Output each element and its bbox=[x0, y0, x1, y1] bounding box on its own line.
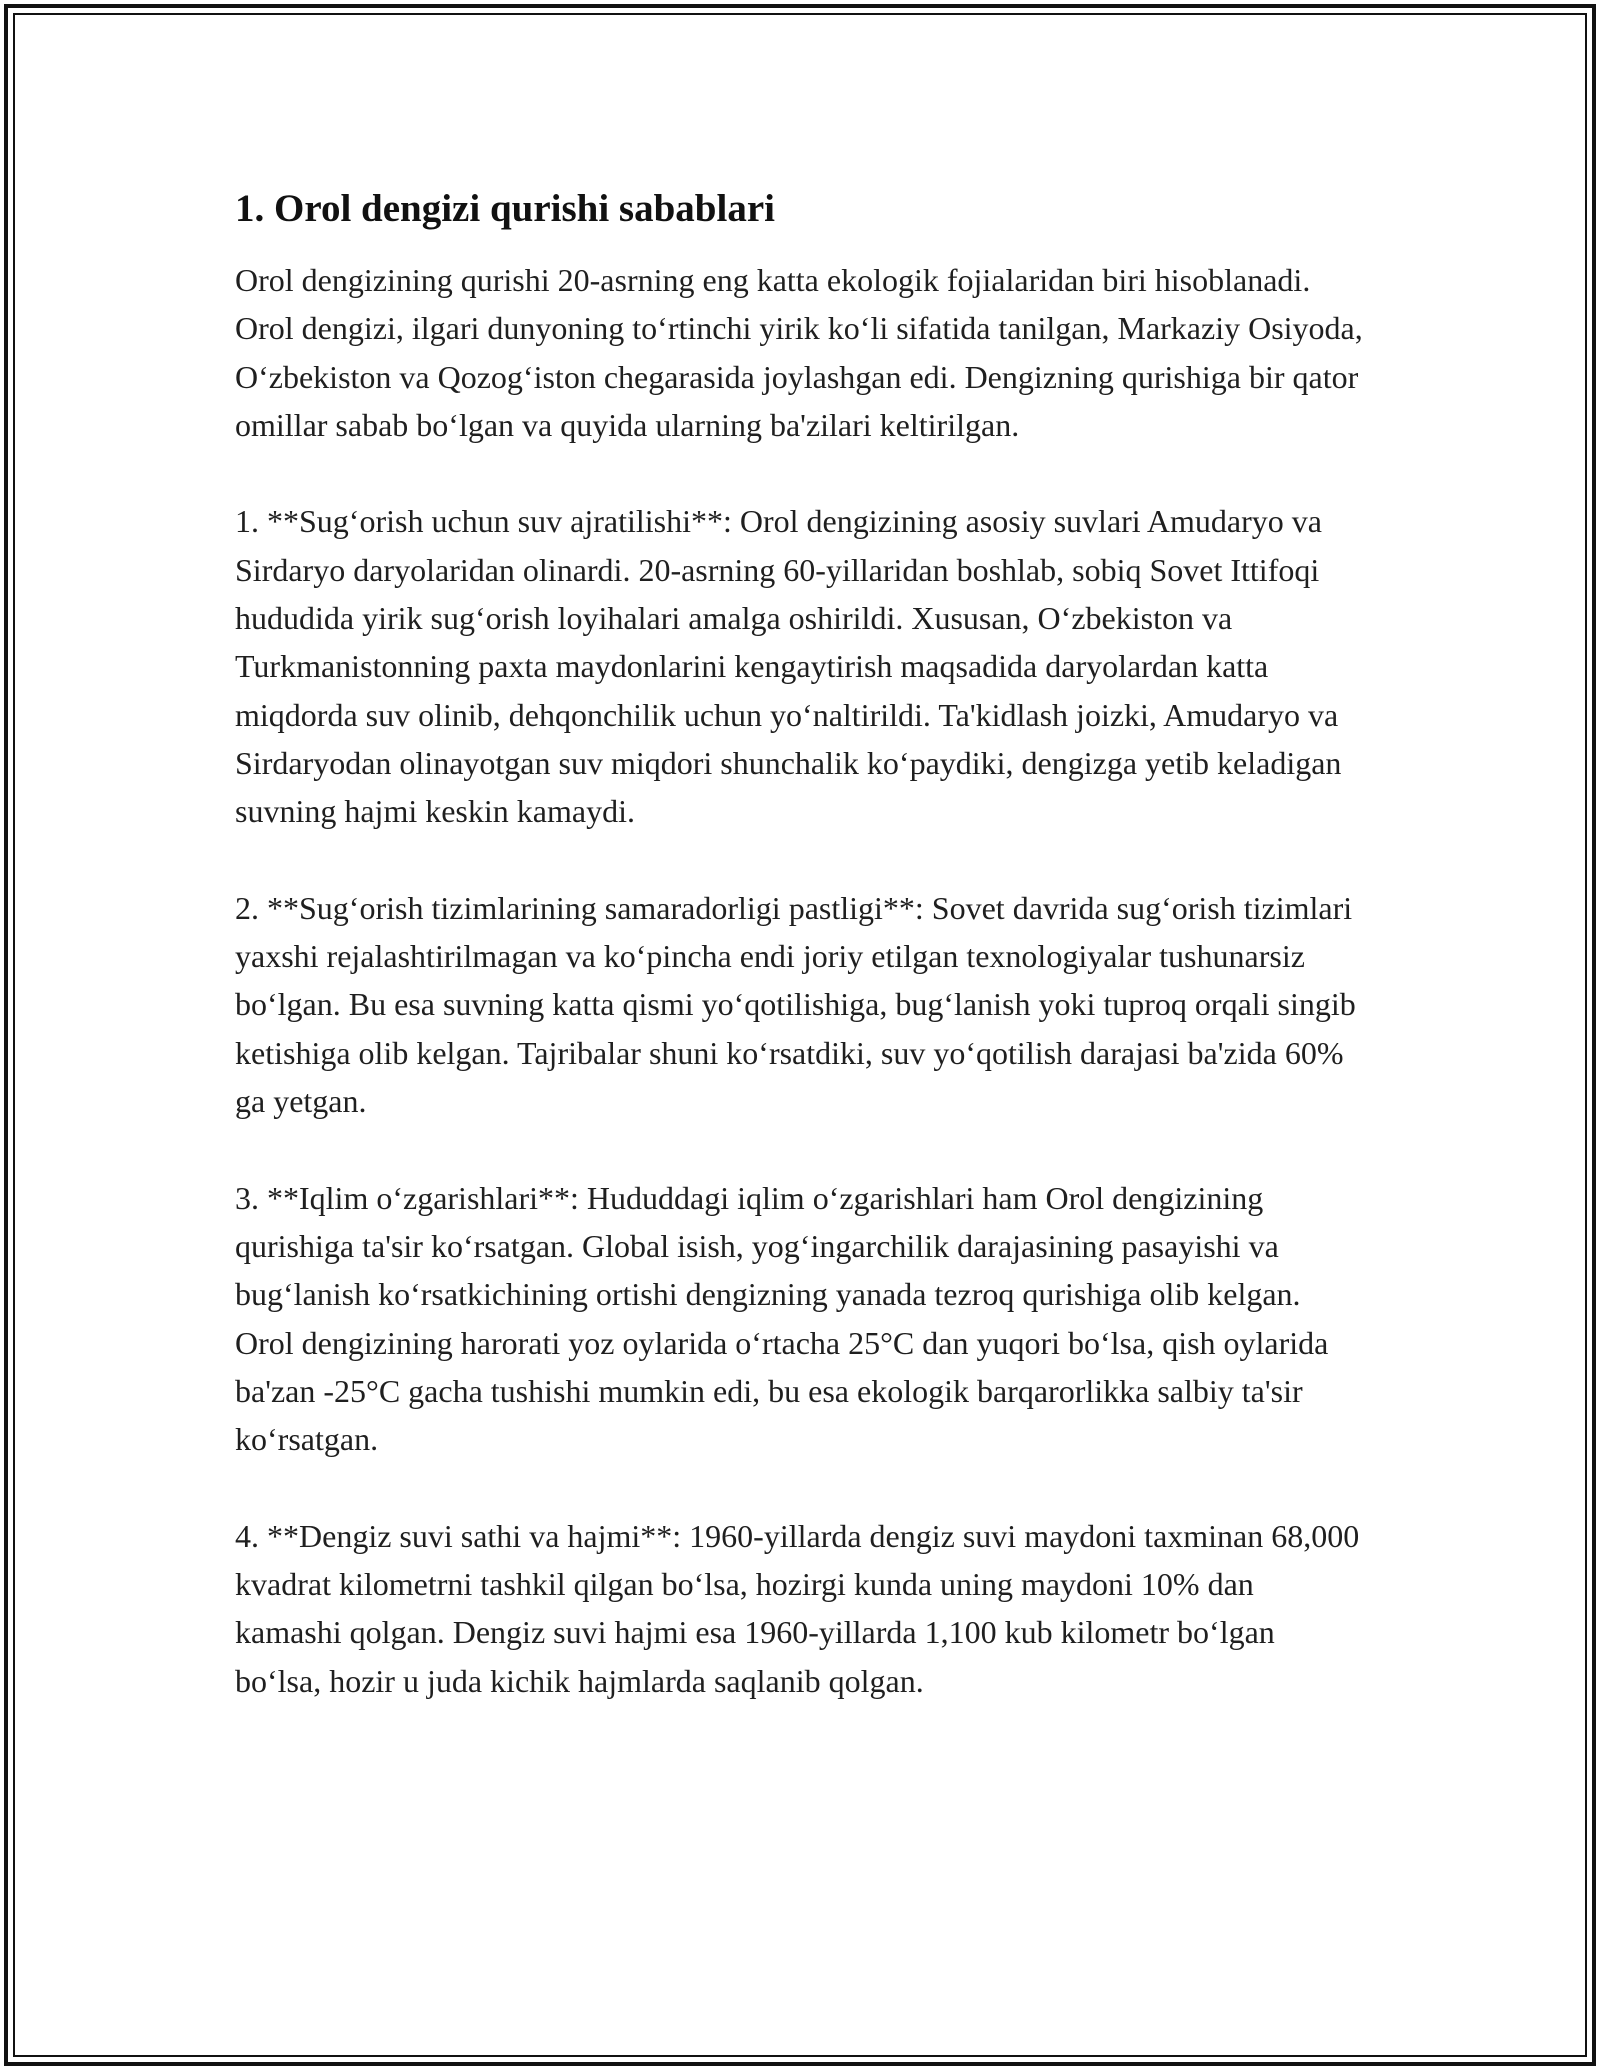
paragraph-item-4: 4. **Dengiz suvi sathi va hajmi**: 1960-yillarda dengiz suvi maydoni taxminan 68,000 kvadrat kilometrni tashkil qilgan bo‘lsa, hozirgi kunda uning maydoni 10% dan kamashi qolgan. Dengiz suvi hajmi esa 1960-yillarda 1,100 kub kilometr bo‘lgan bo‘lsa, hozir u juda kichik hajmlarda saqlanib qolgan. bbox=[235, 1517, 1360, 1699]
paragraph-item-1: 1. **Sug‘orish uchun suv ajratilishi**: Orol dengizining asosiy suvlari Amudaryo va Sirdaryo daryolaridan olinardi. 20-asrning 60-yillaridan boshlab, sobiq Sovet Ittifoqi hududida yirik sug‘orish loyihalari amalga oshirildi. Xususan, O‘zbekiston va Turkmanistonning paxta maydonlarini kengaytirish maqsadida daryolardan katta miqdorda suv olinib, dehqonchilik uchun yo‘naltirildi. Ta'kidlash joizki, Amudaryo va Sirdaryodan olinayotgan suv miqdori shunchalik ko‘paydiki, dengizga yetib keladigan suvning hajmi keskin kamaydi. bbox=[235, 503, 1342, 830]
paragraph-intro: Orol dengizining qurishi 20-asrning eng katta ekologik fojialaridan biri hisoblanadi. Orol dengizi, ilgari dunyoning to‘rtinchi yirik ko‘li sifatida tanilgan, Markaziy Osiyoda, O‘zbekiston va Qozog‘iston chegarasida joylashgan edi. Dengizning qurishiga bir qator omillar sabab bo‘lgan va quyida ularning ba'zilari keltirilgan. bbox=[235, 262, 1363, 443]
paragraph-item-2: 2. **Sug‘orish tizimlarining samaradorligi pastligi**: Sovet davrida sug‘orish tizimlari yaxshi rejalashtirilmagan va ko‘pincha endi joriy etilgan texnologiyalar tushunarsiz bo‘lgan. Bu esa suvning katta qismi yo‘qotilishiga, bug‘lanish yoki tuproq orqali singib ketishiga olib kelgan. Tajribalar shuni ko‘rsatdiki, suv yo‘qotilish darajasi ba'zida 60% ga yetgan. bbox=[235, 889, 1356, 1120]
paragraph-item-3: 3. **Iqlim o‘zgarishlari**: Hududdagi iqlim o‘zgarishlari ham Orol dengizining qurishiga ta'sir ko‘rsatgan. Global isish, yog‘ingarchilik darajasining pasayishi va bug‘lanish ko‘rsatkichining ortishi dengizning yanada tezroq qurishiga olib kelgan. Orol dengizining harorati yoz oylarida o‘rtacha 25°C dan yuqori bo‘lsa, qish oylarida ba'zan -25°C gacha tushishi mumkin edi, bu esa ekologik barqarorlikka salbiy ta'sir ko‘rsatgan. bbox=[235, 1179, 1329, 1458]
document-title: 1. Orol dengizi qurishi sabablari bbox=[235, 187, 775, 230]
document-body bbox=[235, 185, 1365, 1753]
